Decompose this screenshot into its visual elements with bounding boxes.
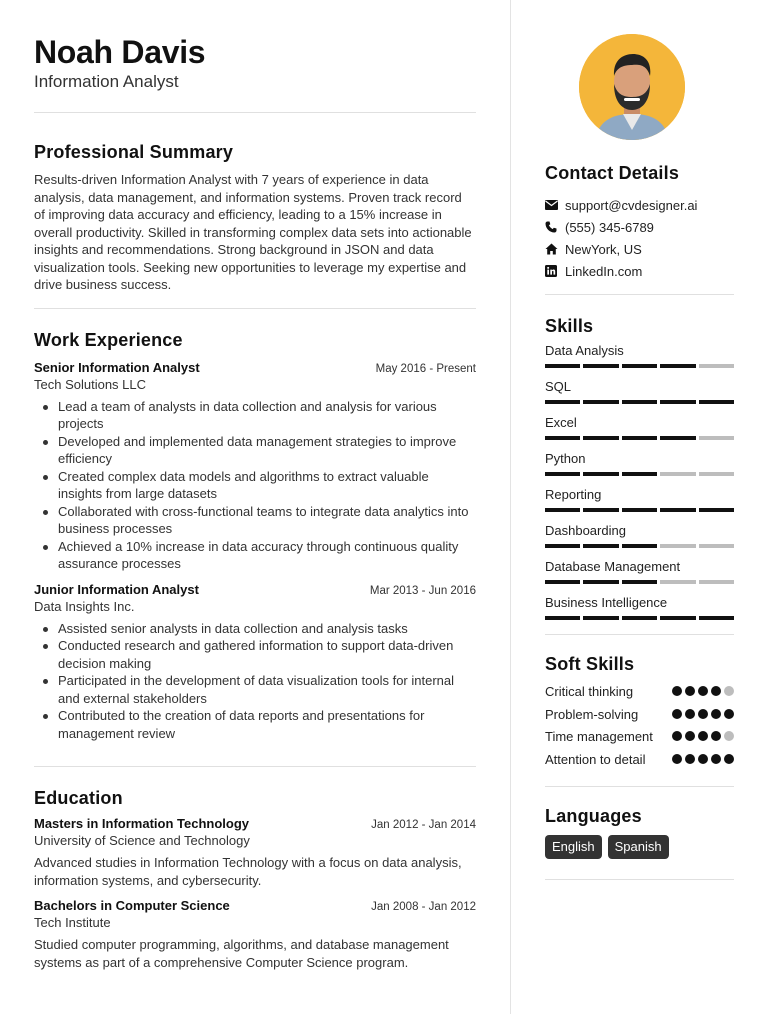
divider [34,112,476,113]
skill-item [545,343,734,368]
education-entry [34,815,476,889]
bullet-item: Contributed to the creation of data reports and presentations for management review [58,707,476,742]
skill-level-segment [545,580,580,584]
rating-dot [672,754,682,764]
linkedin-icon [545,265,565,277]
skill-level-segment [660,400,695,404]
contact-section [545,162,734,282]
skill-name: Python [545,451,586,466]
soft-skill-name: Attention to detail [545,751,646,767]
job-company: Data Insights Inc. [34,598,135,614]
skill-level-bar [545,364,734,368]
skill-level-segment [699,400,734,404]
experience-section [34,329,476,743]
languages-heading: Languages [545,806,642,826]
skill-level-segment [660,364,695,368]
contact-heading: Contact Details [545,163,680,183]
soft-skill-rating [672,706,734,719]
rating-dot [685,709,695,719]
job-dates: May 2016 - Present [375,362,476,375]
soft-skill-name: Time management [545,729,653,744]
job-company: Tech Solutions LLC [34,376,147,392]
skill-level-segment [622,364,657,368]
skill-level-segment [660,508,695,512]
phone-icon [545,221,565,233]
skill-level-segment [660,544,695,548]
contact-location [545,238,734,260]
skill-item [545,379,734,404]
rating-dot [711,709,721,719]
skill-name: Excel [545,415,577,430]
skill-level-segment [583,616,618,620]
skill-level-segment [699,544,734,548]
skill-level-segment [699,508,734,512]
skill-level-segment [660,472,695,476]
soft-skill-name: Critical thinking [545,684,634,699]
home-icon [545,243,565,255]
rating-dot [724,686,734,696]
skill-level-segment [545,436,580,440]
job-entry [34,581,476,743]
name-heading: Noah Davis [34,34,206,70]
soft-skills-list [545,683,734,768]
skill-level-bar [545,436,734,440]
skill-level-segment [622,400,657,404]
rating-dot [698,731,708,741]
skill-level-segment [545,544,580,548]
rating-dot [685,686,695,696]
skill-level-segment [545,616,580,620]
skill-item [545,595,734,620]
skill-level-segment [583,364,618,368]
skill-level-bar [545,580,734,584]
contact-phone[interactable] [545,216,734,238]
column-divider [510,0,511,1014]
education-heading: Education [34,788,123,808]
skill-level-segment [545,400,580,404]
skill-level-segment [699,616,734,620]
soft-skill-name: Problem-solving [545,706,639,722]
divider [545,786,734,787]
job-role: Junior Information Analyst [34,581,199,597]
soft-skill-item [545,751,734,769]
rating-dot [698,709,708,719]
skill-name: Database Management [545,559,681,574]
skill-level-segment [622,616,657,620]
rating-dot [672,686,682,696]
skills-list [545,343,734,620]
job-bullets [34,620,476,743]
skills-heading: Skills [545,316,594,336]
bullet-item: Achieved a 10% increase in data accuracy through continuous quality assurance processes [58,538,476,573]
contact-phone-text: (555) 345-6789 [565,219,654,235]
degree-title: Bachelors in Computer Science [34,898,230,913]
skill-level-bar [545,472,734,476]
soft-skill-item [545,683,734,701]
language-tag: Spanish [608,835,669,859]
job-dates: Mar 2013 - Jun 2016 [369,584,476,597]
skill-level-segment [660,436,695,440]
skill-level-segment [583,544,618,548]
divider [545,294,734,295]
education-entry [34,897,476,971]
soft-skill-rating [672,683,734,696]
education-description: Studied computer programming, algorithms, and database management systems as part of a comprehensive Computer Science program. [34,937,449,970]
languages-list [545,835,734,859]
job-role: Senior Information Analyst [34,359,200,375]
skill-item [545,487,734,512]
skill-level-bar [545,508,734,512]
education-section [34,787,476,971]
rating-dot [672,709,682,719]
skill-level-segment [545,364,580,368]
summary-text: Results-driven Information Analyst with 7 years of experience in data analysis, data management, and information systems. Proven track record of improving data accuracy and efficiency, leading to a 15% increase in overall productivity. Skilled in transforming complex data sets into actionable insights and recommendations. Strong background in JSON and data visualization tools. Seeking new opportunities to leverage my expertise and drive business success. [34,172,472,292]
skill-item [545,523,734,548]
skill-level-bar [545,616,734,620]
skill-level-segment [583,508,618,512]
experience-heading: Work Experience [34,329,183,350]
skill-item [545,415,734,440]
skill-level-segment [699,472,734,476]
languages-section [545,805,734,859]
rating-dot [698,754,708,764]
rating-dot [685,754,695,764]
school-name: Tech Institute [34,915,111,930]
education-dates: Jan 2012 - Jan 2014 [371,819,476,831]
skill-level-segment [583,580,618,584]
skill-level-segment [622,472,657,476]
rating-dot [672,731,682,741]
divider [545,879,734,880]
skill-level-segment [622,580,657,584]
skill-level-segment [583,400,618,404]
skill-level-segment [545,472,580,476]
education-dates: Jan 2008 - Jan 2012 [371,901,476,913]
skill-level-segment [545,508,580,512]
rating-dot [724,754,734,764]
soft-skills-heading: Soft Skills [545,654,635,674]
divider [34,308,476,309]
bullet-item: Lead a team of analysts in data collection and analysis for various projects [58,398,476,433]
rating-dot [685,731,695,741]
soft-skill-item [545,706,734,724]
skill-level-segment [622,436,657,440]
skill-level-segment [583,436,618,440]
skill-level-segment [699,580,734,584]
bullet-item: Assisted senior analysts in data collection and analysis tasks [58,620,476,638]
contact-email[interactable] [545,194,734,216]
skill-level-segment [660,616,695,620]
skill-name: SQL [545,379,572,394]
soft-skill-rating [672,728,734,741]
bullet-item: Conducted research and gathered information to support data-driven decision making [58,637,476,672]
school-name: University of Science and Technology [34,833,250,848]
job-entry [34,359,476,573]
soft-skill-rating [672,751,734,764]
rating-dot [711,686,721,696]
rating-dot [711,731,721,741]
soft-skills-section [545,653,734,768]
skill-level-segment [583,472,618,476]
skill-name: Data Analysis [545,343,624,358]
education-description: Advanced studies in Information Technology with a focus on data analysis, information systems, and cybersecurity. [34,855,462,888]
avatar [579,34,685,140]
bullet-item: Created complex data models and algorithms to extract valuable insights from large datasets [58,468,476,503]
rating-dot [724,709,734,719]
skill-level-segment [622,508,657,512]
skill-name: Business Intelligence [545,595,668,610]
summary-heading: Professional Summary [34,142,234,162]
skill-item [545,451,734,476]
contact-linkedin[interactable] [545,260,734,282]
skills-section [545,315,734,620]
soft-skill-item [545,728,734,746]
degree-title: Masters in Information Technology [34,816,250,831]
skill-level-bar [545,544,734,548]
skill-level-segment [699,436,734,440]
contact-location-text: NewYork, US [565,241,642,257]
bullet-item: Collaborated with cross-functional teams to integrate data analytics into business processes [58,503,476,538]
skill-level-segment [660,580,695,584]
language-tag: English [545,835,602,859]
skill-level-segment [699,364,734,368]
contact-email-text: support@cvdesigner.ai [565,197,698,213]
job-title: Information Analyst [34,72,179,91]
skill-level-bar [545,400,734,404]
sidebar-column [545,34,734,880]
job-bullets [34,398,476,573]
avatar-portrait-icon [579,34,685,140]
envelope-icon [545,200,565,210]
skill-item [545,559,734,584]
summary-section [34,141,476,294]
rating-dot [711,754,721,764]
skill-name: Dashboarding [545,523,626,538]
rating-dot [698,686,708,696]
divider [34,766,476,767]
skill-level-segment [622,544,657,548]
bullet-item: Developed and implemented data management strategies to improve efficiency [58,433,476,468]
rating-dot [724,731,734,741]
bullet-item: Participated in the development of data visualization tools for internal and external stakeholders [58,672,476,707]
divider [545,634,734,635]
skill-name: Reporting [545,487,602,502]
contact-linkedin-text: LinkedIn.com [565,263,643,279]
main-column [34,34,476,971]
